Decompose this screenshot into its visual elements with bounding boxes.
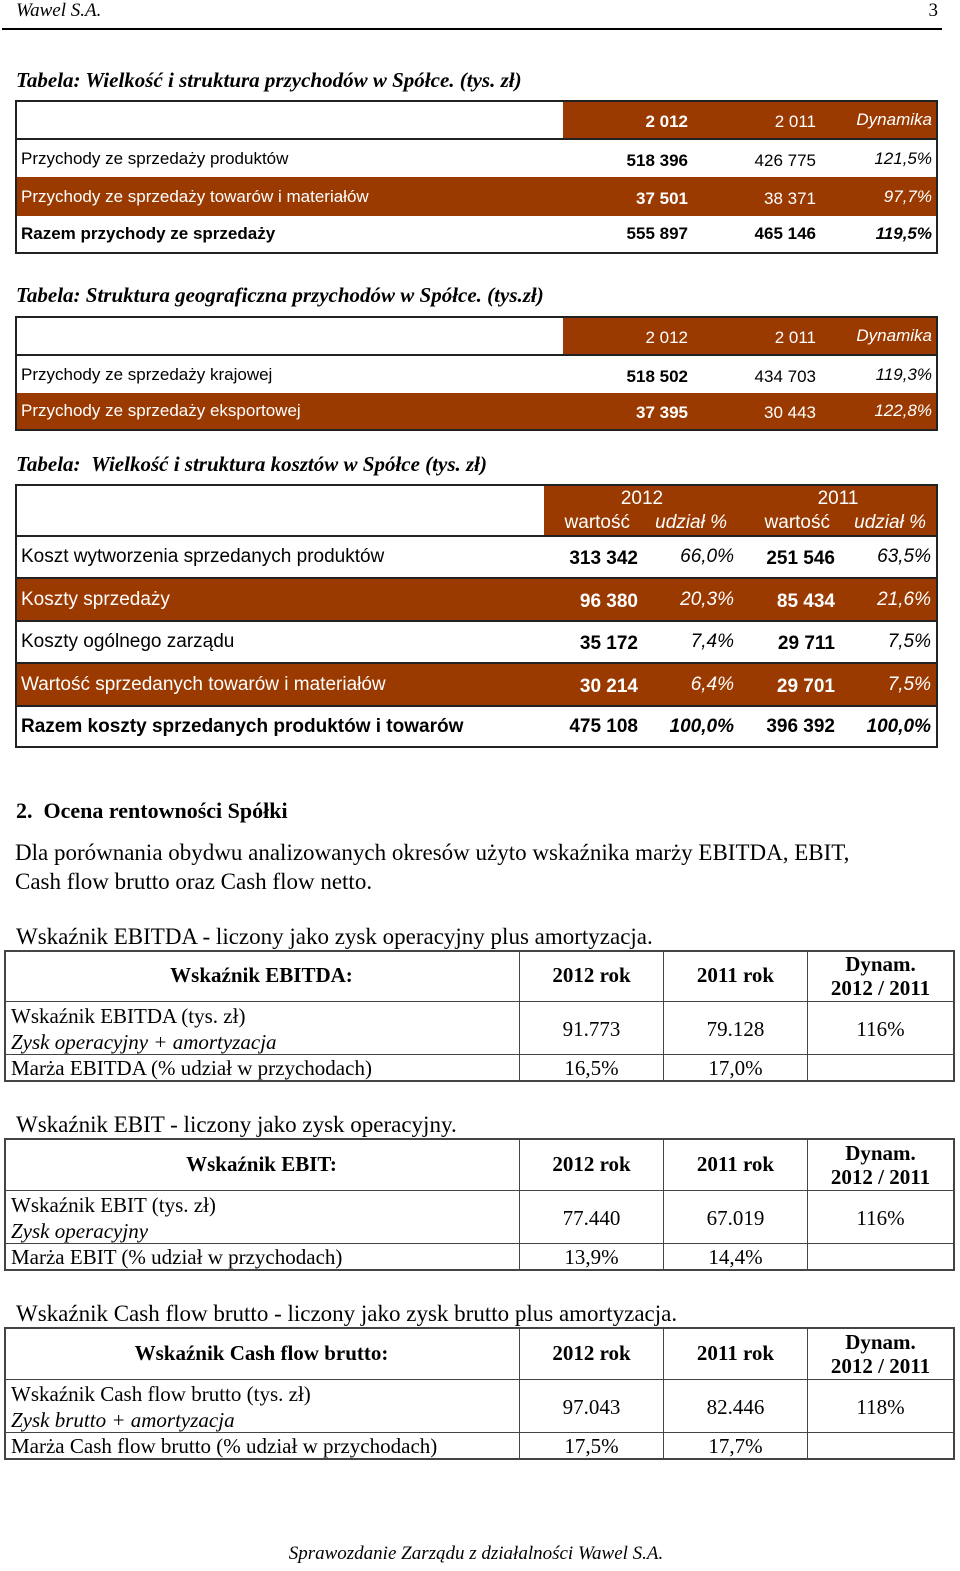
col-dynamika: Dynamika [856, 110, 932, 129]
value-dynam: 116% [856, 1206, 905, 1230]
share-2012: 7,4% [690, 631, 734, 652]
value-2011: 29 701 [776, 675, 835, 697]
cfb-head: Wskaźnik Cash flow brutto: [134, 1341, 389, 1365]
col-2012: 2012 rok [552, 1152, 631, 1176]
value-2011: 85 434 [776, 590, 835, 612]
row-label: Przychody ze sprzedaży krajowej [21, 364, 273, 384]
value-2011: 434 703 [754, 366, 816, 386]
share-2012: 20,3% [680, 588, 734, 610]
paragraph-line: Cash flow brutto oraz Cash flow netto. [15, 869, 373, 894]
col-2012: 2012 rok [552, 1341, 631, 1365]
value-2012: 475 108 [569, 715, 638, 737]
col-2011: 2 011 [774, 112, 816, 131]
value-2012: 77.440 [562, 1206, 621, 1230]
value-2012: 35 172 [579, 633, 638, 654]
col-2012: 2012 rok [552, 963, 631, 987]
value-2011: 396 392 [766, 715, 835, 737]
col-2011: 2011 rok [696, 1341, 775, 1365]
table-row [17, 138, 936, 177]
table2-caption: Tabela: Struktura geograficzna przychodów w Spółce. (tys.zł) [16, 283, 544, 307]
table-row [17, 577, 936, 620]
value-2012: 313 342 [569, 548, 638, 569]
row-label: Marża EBITDA (% udział w przychodach) [11, 1056, 372, 1080]
col-2012: 2 012 [645, 112, 688, 131]
table3-caption-rest: Wielkość i struktura kosztów w Spółce (tys. zł) [91, 452, 487, 476]
cfb-intro: Wskaźnik Cash flow brutto - liczony jako zysk brutto plus amortyzacja. [16, 1301, 678, 1326]
paragraph-line: Dla porównania obydwu analizowanych okresów użyto wskaźnika marży EBITDA, EBIT, [15, 840, 850, 865]
value-2012: 91.773 [562, 1017, 621, 1041]
share-2011: 21,6% [877, 588, 931, 610]
row-label: Wskaźnik EBITDA (tys. zł) [11, 1004, 246, 1028]
value-2012: 13,9% [564, 1245, 619, 1269]
col-wartosc-2011: wartość [764, 512, 830, 533]
value-2011: 38 371 [764, 188, 816, 208]
cost-structure-table [15, 484, 938, 748]
value-2012: 518 502 [626, 366, 688, 386]
table-row [17, 393, 936, 429]
value-2012: 16,5% [564, 1056, 619, 1080]
header-company: Wawel S.A. [16, 0, 102, 21]
ebitda-head: Wskaźnik EBITDA: [170, 963, 353, 987]
revenue-table [15, 100, 938, 254]
value-2012: 96 380 [579, 590, 638, 612]
row-label: Razem przychody ze sprzedaży [21, 224, 276, 243]
table-header-row [17, 486, 936, 535]
col-udzial-2011: udział % [854, 512, 926, 533]
value-2012: 30 214 [579, 675, 638, 697]
value-2011: 29 711 [777, 633, 835, 654]
col-2011: 2011 rok [696, 963, 775, 987]
col-2011: 2011 rok [696, 1152, 775, 1176]
row-label: Przychody ze sprzedaży produktów [21, 148, 289, 168]
header-page-number: 3 [928, 0, 938, 21]
ebitda-intro: Wskaźnik EBITDA - liczony jako zysk operacyjny plus amortyzacja. [16, 924, 653, 949]
share-2011: 7,5% [887, 631, 931, 652]
table-row [17, 662, 936, 705]
table-total-row [17, 216, 936, 252]
col-dynam-range: 2012 / 2011 [830, 1354, 931, 1378]
row-label: Wartość sprzedanych towarów i materiałów [21, 673, 386, 695]
value-2012: 17,5% [564, 1434, 619, 1458]
table-header-row [17, 318, 936, 354]
col-udzial-2012: udział % [655, 512, 727, 533]
table-row [17, 620, 936, 662]
section-number: 2. [16, 798, 33, 823]
value-2011: 465 146 [754, 224, 816, 243]
row-label: Marża EBIT (% udział w przychodach) [11, 1245, 343, 1269]
share-2011: 63,5% [877, 546, 931, 567]
row-label: Marża Cash flow brutto (% udział w przychodach) [11, 1434, 438, 1458]
row-label: Koszt wytworzenia sprzedanych produktów [21, 546, 385, 567]
value-2011: 17,0% [708, 1056, 763, 1080]
value-dynamika: 119,3% [875, 364, 932, 384]
row-label: Razem koszty sprzedanych produktów i towarów [21, 715, 464, 737]
col-2011: 2 011 [774, 328, 816, 347]
share-2011: 7,5% [887, 673, 931, 695]
section-heading [16, 798, 288, 824]
cash-flow-table [4, 1327, 955, 1460]
table-row [17, 354, 936, 393]
value-2011: 426 775 [754, 150, 816, 170]
table1-caption: Tabela: Wielkość i struktura przychodów w Spółce. (tys. zł) [16, 68, 522, 92]
value-2011: 17,7% [708, 1434, 763, 1458]
col-dynam: Dynam. [845, 952, 916, 976]
table-row [17, 177, 936, 216]
col-dynamika: Dynamika [856, 326, 932, 345]
value-2011: 79.128 [706, 1017, 765, 1041]
value-dynamika: 119,5% [875, 224, 932, 243]
value-2011: 14,4% [708, 1245, 763, 1269]
value-dynamika: 122,8% [874, 401, 932, 420]
col-2012: 2 012 [645, 328, 688, 347]
value-2011: 30 443 [764, 403, 816, 422]
row-label: Wskaźnik EBIT (tys. zł) [11, 1193, 216, 1217]
share-2012: 6,4% [690, 673, 734, 695]
table-total-row [17, 705, 936, 746]
year-2011-header: 2011 [817, 488, 859, 509]
share-2011: 100,0% [866, 715, 931, 737]
ebit-intro: Wskaźnik EBIT - liczony jako zysk operacyjny. [16, 1112, 457, 1137]
value-2011: 251 546 [766, 548, 835, 569]
col-dynam: Dynam. [845, 1330, 916, 1354]
table3-caption-prefix: Tabela: [16, 452, 81, 476]
ebitda-table [4, 950, 955, 1082]
row-label: Koszty sprzedaży [21, 588, 170, 610]
col-dynam-range: 2012 / 2011 [830, 976, 931, 1000]
value-2012: 37 395 [636, 403, 688, 422]
value-2012: 97.043 [562, 1395, 621, 1419]
col-wartosc-2012: wartość [564, 512, 630, 533]
value-dynamika: 97,7% [883, 186, 932, 206]
value-2012: 555 897 [626, 224, 688, 243]
value-2012: 518 396 [626, 150, 688, 170]
geographic-revenue-table [15, 316, 938, 431]
value-dynam: 116% [856, 1017, 905, 1041]
value-2011: 82.446 [706, 1395, 765, 1419]
value-dynam: 118% [856, 1395, 905, 1419]
header-rule [2, 28, 942, 30]
share-2012: 100,0% [669, 715, 734, 737]
row-label: Wskaźnik Cash flow brutto (tys. zł) [11, 1382, 311, 1406]
row-label: Koszty ogólnego zarządu [21, 631, 235, 652]
ebit-head: Wskaźnik EBIT: [186, 1152, 337, 1176]
row-sublabel: Zysk brutto + amortyzacja [11, 1408, 235, 1432]
ebit-table [4, 1138, 955, 1271]
year-2012-header: 2012 [620, 488, 664, 509]
section-title: Ocena rentowności Spółki [43, 798, 288, 823]
value-dynamika: 121,5% [874, 148, 932, 168]
table-header-row [17, 102, 936, 138]
row-label: Przychody ze sprzedaży towarów i materiałów [21, 186, 369, 206]
share-2012: 66,0% [680, 546, 734, 567]
row-label: Przychody ze sprzedaży eksportowej [21, 401, 301, 420]
col-dynam: Dynam. [845, 1141, 916, 1165]
table-row [17, 535, 936, 577]
row-sublabel: Zysk operacyjny [11, 1219, 149, 1243]
col-dynam-range: 2012 / 2011 [830, 1165, 931, 1189]
row-sublabel: Zysk operacyjny + amortyzacja [11, 1030, 277, 1054]
table3-caption [16, 452, 487, 477]
footer-text: Sprawozdanie Zarządu z działalności Wawel S.A. [288, 1543, 664, 1564]
section-paragraph [15, 838, 849, 896]
value-2012: 37 501 [636, 188, 688, 208]
value-2011: 67.019 [706, 1206, 765, 1230]
